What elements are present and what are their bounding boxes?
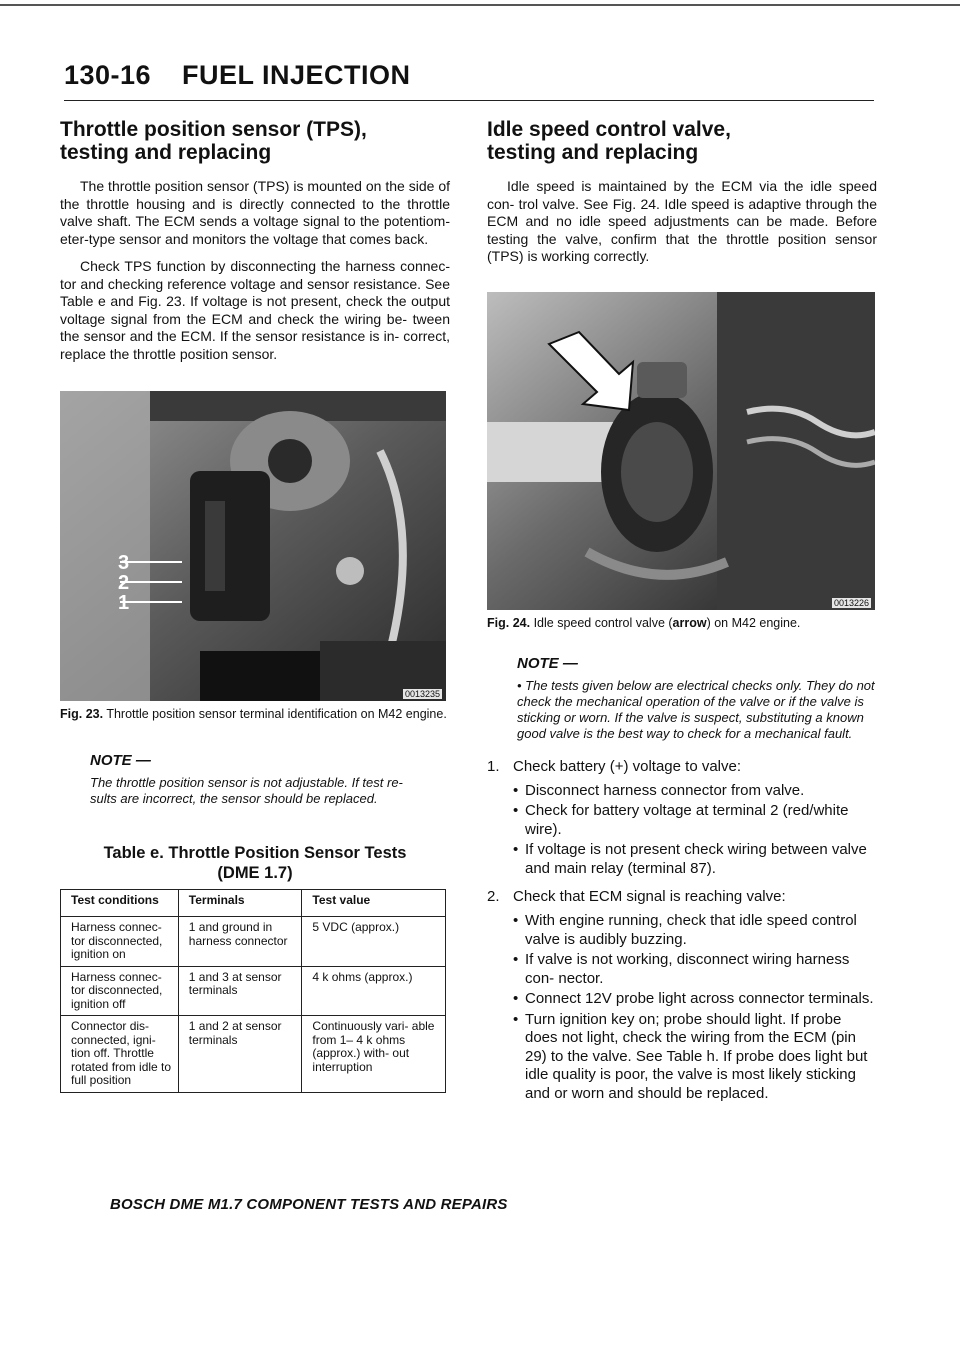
table-cell: Harness connec- tor disconnected, ignition on	[61, 917, 179, 967]
page-header	[64, 60, 874, 101]
isc-paragraph-1: Idle speed is maintained by the ECM via the idle speed con- trol valve. See Fig. 24. Idle speed is adaptive through the ECM and no idle speed adjustments can be made. Before testing the valve, confirm that the throttle position sensor (TPS) is working correctly.	[487, 178, 877, 264]
isc-steps	[487, 758, 877, 1104]
list-item	[513, 1011, 877, 1104]
tps-heading-line1: Throttle position sensor (TPS),	[60, 118, 367, 141]
table-row	[61, 1016, 446, 1093]
table-cell: 5 VDC (approx.)	[302, 917, 446, 967]
tps-note-text: The throttle position sensor is not adjustable. If test re- sults are incorrect, the sensor should be replaced.	[90, 775, 403, 806]
table-header-cell: Test conditions	[61, 890, 179, 917]
page-number: 130-16	[64, 60, 152, 90]
step-bullets	[513, 912, 877, 1103]
step-number: 2.	[487, 888, 500, 905]
bullet-icon: •	[513, 912, 519, 929]
table-cell: 1 and 3 at sensor terminals	[178, 966, 302, 1016]
fig24-photo-id: 0013226	[833, 597, 869, 608]
bullet-text: Connect 12V probe light across connector terminals.	[525, 990, 874, 1007]
list-item	[513, 951, 877, 988]
bullet-text: If valve is not working, disconnect wiring harness con- nector.	[525, 951, 850, 987]
table-e-title	[60, 843, 450, 883]
tps-paragraph-1: The throttle position sensor (TPS) is mounted on the side of the throttle housing and is directly connected to the throttle valve shaft. The ECM sends a voltage signal to the potentiom- eter-type sensor and monitors the voltage that comes back.	[60, 178, 450, 247]
isc-note	[487, 655, 877, 742]
table-cell: 4 k ohms (approx.)	[302, 966, 446, 1016]
bullet-text: If voltage is not present check wiring between valve and main relay (terminal 87).	[525, 841, 867, 877]
list-item	[513, 782, 877, 801]
bullet-icon: •	[513, 841, 519, 858]
table-cell: 1 and 2 at sensor terminals	[178, 1016, 302, 1093]
left-column	[60, 118, 450, 1093]
bullet-text: With engine running, check that idle speed control valve is audibly buzzing.	[525, 912, 857, 948]
page-footer: BOSCH DME M1.7 COMPONENT TESTS AND REPAIRS	[110, 1196, 508, 1213]
top-rule	[0, 4, 960, 6]
isc-heading-line1: Idle speed control valve,	[487, 118, 731, 141]
tps-test-table	[60, 889, 446, 1093]
step-bullets	[513, 782, 877, 879]
bullet-text: Disconnect harness connector from valve.	[525, 781, 805, 799]
bullet-icon: •	[513, 951, 519, 968]
tps-engine-photo-illustration	[60, 391, 446, 701]
fig24-photo	[487, 292, 875, 610]
bullet-icon: •	[513, 802, 519, 819]
tps-heading-line2: testing and replacing	[60, 141, 272, 164]
table-header-row	[61, 890, 446, 917]
terminal-label-1: 1	[118, 592, 130, 614]
bullet-text: Turn ignition key on; probe should light. If probe does not light, check the wiring from the ECM (pin 29) to the valve. See Table h. If probe does light but idle quality is poor, the valve is most likely sticking and or worn and should be replaced.	[525, 1010, 868, 1102]
step-text: Check that ECM signal is reaching valve:	[513, 888, 786, 905]
right-column	[487, 118, 877, 1113]
table-row	[61, 966, 446, 1016]
list-item	[513, 802, 877, 839]
step-text: Check battery (+) voltage to valve:	[513, 757, 742, 775]
list-item	[487, 758, 877, 879]
bullet-icon: •	[513, 990, 519, 1007]
table-cell: Connector dis- connected, igni- tion off. Throttle rotated from idle to full position	[61, 1016, 179, 1093]
fig24-caption	[487, 616, 877, 631]
list-item	[513, 990, 877, 1009]
terminal-label-3: 3	[118, 552, 130, 574]
fig24-caption-post: ) on M42 engine.	[706, 615, 801, 630]
isc-heading-line2: testing and replacing	[487, 141, 699, 164]
section-title: FUEL INJECTION	[182, 60, 411, 90]
isc-note-title: NOTE —	[517, 654, 578, 672]
table-cell: Continuously vari- able from 1– 4 k ohms (approx.) with- out interruption	[302, 1016, 446, 1093]
bullet-text: Check for battery voltage at terminal 2 (red/white wire).	[525, 802, 849, 838]
isc-valve-photo-illustration	[487, 292, 875, 610]
table-header-cell: Test value	[302, 890, 446, 917]
fig24-caption-number: Fig. 24.	[487, 615, 531, 630]
isc-note-text: • The tests given below are electrical checks only. They do not check the mechanical operation of the valve or if the valve is sticking or worn. If the valve is suspect, substituting a known good valve is the best way to check for a mechanical fault.	[517, 677, 875, 741]
fig23-caption-text: Throttle position sensor terminal identification on M42 engine.	[106, 707, 447, 721]
fig23-caption-number: Fig. 23.	[60, 707, 104, 721]
table-header-cell: Terminals	[178, 890, 302, 917]
table-e-title-line2: (DME 1.7)	[217, 864, 293, 882]
fig24-caption-pre: Idle speed control valve (	[533, 615, 673, 630]
bullet-icon: •	[513, 781, 519, 799]
fig24-caption-bold: arrow	[672, 615, 707, 630]
list-item	[513, 912, 877, 949]
tps-note-title: NOTE —	[90, 752, 151, 769]
isc-heading	[487, 118, 877, 164]
tps-paragraph-2: Check TPS function by disconnecting the harness connec- tor and checking reference voltage and sensor resistance. See Table e and Fig. 23. If voltage is not present, check the output voltage signal from the ECM and check the wiring be- tween the sensor and the ECM. If the sensor resistance is in- correct, replace the throttle position sensor.	[60, 258, 450, 362]
tps-note	[60, 752, 450, 807]
tps-heading	[60, 118, 450, 164]
terminal-label-2: 2	[118, 572, 130, 594]
fig23-photo-id: 0013235	[404, 689, 440, 699]
fig23-caption	[60, 707, 450, 722]
table-cell: Harness connec- tor disconnected, ignition off	[61, 966, 179, 1016]
list-item	[487, 888, 877, 1103]
table-row	[61, 917, 446, 967]
table-cell: 1 and ground in harness connector	[178, 917, 302, 967]
list-item	[513, 841, 877, 878]
step-number: 1.	[487, 757, 500, 775]
bullet-icon: •	[513, 1010, 519, 1028]
fig23-photo	[60, 391, 446, 701]
table-e-title-line1: Table e. Throttle Position Sensor Tests	[103, 844, 407, 862]
